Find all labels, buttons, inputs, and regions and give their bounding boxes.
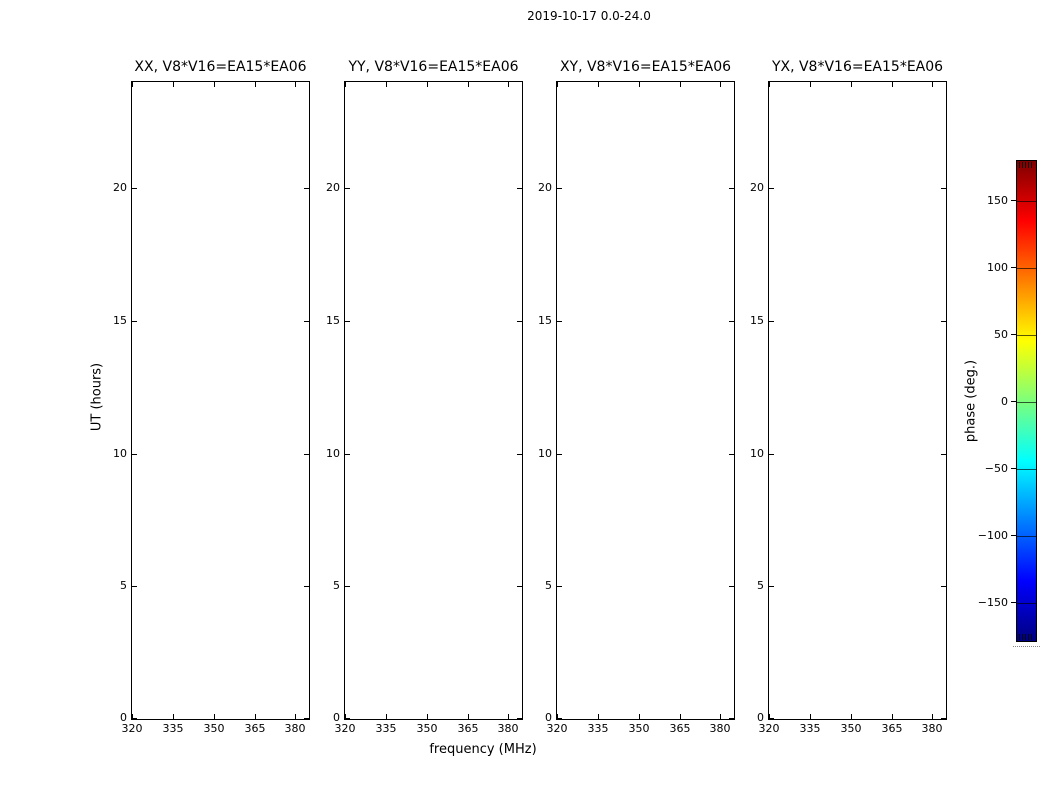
- x-tick-label: 380: [709, 722, 731, 735]
- colorbar-outer-tick: [1011, 602, 1016, 603]
- x-tick-label: 320: [546, 722, 568, 735]
- colorbar-tick-label: 0: [1001, 395, 1008, 408]
- x-axis-label: frequency (MHz): [429, 742, 537, 757]
- y-tick-left: [345, 454, 350, 455]
- colorbar-tick-line: [1017, 536, 1036, 537]
- x-tick-label: 350: [840, 722, 862, 735]
- colorbar-tick-line: [1017, 603, 1036, 604]
- y-tick-label: 5: [333, 579, 340, 592]
- x-tick-top: [255, 82, 256, 87]
- x-tick-top: [892, 82, 893, 87]
- colorbar-bottom-hatch-marks: [1019, 634, 1034, 640]
- x-tick-label: 350: [628, 722, 650, 735]
- y-tick-label: 20: [113, 181, 127, 194]
- y-tick-left: [769, 718, 774, 719]
- y-tick-left: [132, 188, 137, 189]
- x-tick-top: [173, 82, 174, 87]
- y-tick-left: [557, 188, 562, 189]
- x-tick-label: 350: [416, 722, 438, 735]
- y-tick-left: [557, 718, 562, 719]
- colorbar-outer-tick: [1011, 200, 1016, 201]
- colorbar-outer-tick: [1011, 267, 1016, 268]
- colorbar-tick-label: −100: [977, 529, 1008, 542]
- y-tick-label: 5: [757, 579, 764, 592]
- x-tick-top: [720, 82, 721, 87]
- x-tick-top: [810, 82, 811, 87]
- x-tick-label: 320: [334, 722, 356, 735]
- x-tick-bottom: [295, 714, 296, 719]
- colorbar-tick-label: −150: [977, 596, 1008, 609]
- y-tick-label: 5: [545, 579, 552, 592]
- y-tick-label: 15: [113, 314, 127, 327]
- x-tick-bottom: [639, 714, 640, 719]
- x-tick-top: [386, 82, 387, 87]
- x-tick-label: 335: [587, 722, 609, 735]
- x-tick-top: [214, 82, 215, 87]
- x-tick-top: [468, 82, 469, 87]
- x-tick-bottom: [427, 714, 428, 719]
- y-tick-left: [557, 321, 562, 322]
- x-tick-label: 365: [881, 722, 903, 735]
- y-tick-right: [941, 321, 946, 322]
- y-tick-left: [132, 586, 137, 587]
- x-tick-bottom: [386, 714, 387, 719]
- x-tick-bottom: [851, 714, 852, 719]
- subplot-title-xy: XY, V8*V16=EA15*EA06: [559, 59, 732, 75]
- subplot-xx: [131, 81, 310, 720]
- y-tick-label: 0: [333, 711, 340, 724]
- x-tick-bottom: [214, 714, 215, 719]
- y-tick-label: 10: [538, 447, 552, 460]
- colorbar-tick-line: [1017, 268, 1036, 269]
- colorbar-outer-tick: [1011, 535, 1016, 536]
- y-tick-label: 20: [326, 181, 340, 194]
- y-tick-label: 0: [757, 711, 764, 724]
- y-tick-left: [345, 321, 350, 322]
- x-tick-label: 320: [121, 722, 143, 735]
- colorbar-tick-label: −50: [984, 462, 1008, 475]
- y-tick-left: [345, 586, 350, 587]
- x-tick-label: 380: [284, 722, 306, 735]
- y-tick-right: [941, 454, 946, 455]
- subplot-title-xx: XX, V8*V16=EA15*EA06: [134, 59, 307, 75]
- x-tick-label: 350: [203, 722, 225, 735]
- x-tick-top: [132, 82, 133, 87]
- colorbar-top-hatch-marks: [1019, 162, 1034, 168]
- y-tick-left: [769, 586, 774, 587]
- y-tick-label: 0: [120, 711, 127, 724]
- figure-title: 2019-10-17 0.0-24.0: [527, 9, 651, 23]
- x-tick-label: 380: [497, 722, 519, 735]
- colorbar-label: phase (deg.): [963, 359, 979, 443]
- x-tick-top: [932, 82, 933, 87]
- x-tick-bottom: [598, 714, 599, 719]
- x-tick-top: [598, 82, 599, 87]
- y-tick-label: 5: [120, 579, 127, 592]
- x-tick-bottom: [720, 714, 721, 719]
- x-tick-top: [851, 82, 852, 87]
- x-tick-bottom: [680, 714, 681, 719]
- y-tick-left: [345, 188, 350, 189]
- y-tick-left: [557, 586, 562, 587]
- colorbar-outer-tick: [1011, 468, 1016, 469]
- x-tick-top: [680, 82, 681, 87]
- x-tick-label: 335: [162, 722, 184, 735]
- x-tick-top: [769, 82, 770, 87]
- colorbar-tick-label: 150: [987, 194, 1008, 207]
- colorbar-tick-label: 50: [994, 328, 1008, 341]
- colorbar-tick-line: [1017, 469, 1036, 470]
- colorbar-bottom-dotted-line: [1013, 646, 1040, 649]
- x-tick-top: [295, 82, 296, 87]
- colorbar-tick-label: 100: [987, 261, 1008, 274]
- colorbar-outer-tick: [1011, 401, 1016, 402]
- y-tick-label: 0: [545, 711, 552, 724]
- x-tick-label: 320: [758, 722, 780, 735]
- subplot-title-yx: YX, V8*V16=EA15*EA06: [771, 59, 944, 75]
- y-tick-label: 10: [113, 447, 127, 460]
- y-tick-label: 15: [538, 314, 552, 327]
- x-tick-top: [557, 82, 558, 87]
- x-tick-bottom: [508, 714, 509, 719]
- colorbar: [1016, 160, 1037, 642]
- x-tick-bottom: [810, 714, 811, 719]
- x-tick-bottom: [468, 714, 469, 719]
- colorbar-tick-line: [1017, 402, 1036, 403]
- y-tick-left: [132, 718, 137, 719]
- x-tick-top: [345, 82, 346, 87]
- y-tick-left: [345, 718, 350, 719]
- y-tick-label: 15: [750, 314, 764, 327]
- y-tick-left: [132, 321, 137, 322]
- subplot-title-yy: YY, V8*V16=EA15*EA06: [348, 59, 519, 75]
- y-tick-right: [941, 718, 946, 719]
- y-tick-left: [557, 454, 562, 455]
- y-tick-left: [769, 454, 774, 455]
- x-tick-label: 365: [244, 722, 266, 735]
- y-tick-left: [769, 188, 774, 189]
- x-tick-label: 335: [799, 722, 821, 735]
- x-tick-top: [508, 82, 509, 87]
- y-tick-label: 10: [750, 447, 764, 460]
- y-tick-right: [941, 586, 946, 587]
- y-tick-label: 20: [750, 181, 764, 194]
- x-tick-top: [639, 82, 640, 87]
- x-tick-top: [427, 82, 428, 87]
- subplot-yy: [344, 81, 523, 720]
- x-tick-bottom: [255, 714, 256, 719]
- x-tick-bottom: [932, 714, 933, 719]
- y-tick-label: 15: [326, 314, 340, 327]
- x-tick-bottom: [173, 714, 174, 719]
- colorbar-outer-tick: [1011, 334, 1016, 335]
- subplot-yx: [768, 81, 947, 720]
- colorbar-tick-line: [1017, 335, 1036, 336]
- subplot-xy: [556, 81, 735, 720]
- x-tick-label: 335: [375, 722, 397, 735]
- y-tick-label: 20: [538, 181, 552, 194]
- colorbar-tick-line: [1017, 201, 1036, 202]
- y-tick-left: [769, 321, 774, 322]
- y-tick-label: 10: [326, 447, 340, 460]
- x-tick-label: 365: [457, 722, 479, 735]
- x-tick-bottom: [892, 714, 893, 719]
- y-tick-right: [941, 188, 946, 189]
- x-tick-label: 365: [669, 722, 691, 735]
- x-tick-label: 380: [921, 722, 943, 735]
- y-tick-left: [132, 454, 137, 455]
- y-axis-label: UT (hours): [89, 362, 105, 432]
